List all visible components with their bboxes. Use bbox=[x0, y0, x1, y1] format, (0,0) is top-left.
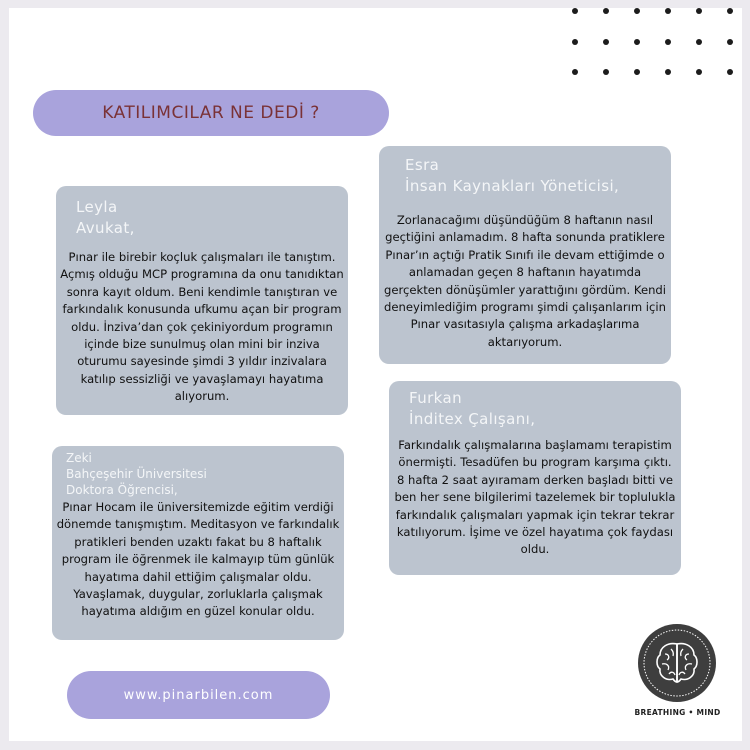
testimonial-role: İnditex Çalışanı, bbox=[409, 410, 536, 428]
testimonial-role-line-2: Doktora Öğrencisi, bbox=[66, 483, 178, 497]
testimonial-name: Leyla bbox=[76, 198, 118, 216]
section-title: KATILIMCILAR NE DEDİ ? bbox=[102, 103, 320, 123]
website-link[interactable]: www.pinarbilen.com bbox=[123, 687, 274, 703]
testimonial-text: Pınar Hocam ile üniversitemizde eğitim verdiği dönemde tanışmıştım. Meditasyon ve farkındalık pratikleri benden uzaktı fakat bu 8 haftalık program ile öğrenmek ile kalmayıp tüm günlük hayatıma dahil ettiğim çalışmalar oldu. Yavaşlamak, duygular, zorluklarla çalışmak hayatıma aldığım en güzel konular oldu. bbox=[56, 500, 340, 619]
testimonial-role: İnsan Kaynakları Yöneticisi, bbox=[405, 177, 620, 195]
testimonial-role: Bahçeşehir Üniversitesi bbox=[66, 467, 207, 481]
logo-label: BREATHING • MIND bbox=[634, 708, 721, 717]
testimonial-card-esra bbox=[379, 146, 671, 364]
testimonial-text: Farkındalık çalışmalarına başlamamı terapistim önermişti. Tesadüfen bu program karşıma çıktı. 8 hafta 2 saat ayıramam derken başladı bitti ve ben her sene bilgilerimi tazelemek bir toplulukla farkındalık çalışmaları yapmak için tekrar tekrar katılıyorum. İşime ve özel hayatıma çok faydası oldu. bbox=[394, 438, 676, 557]
testimonial-text: Pınar ile birebir koçluk çalışmaları ile tanıştım. Açmış olduğu MCP programına da onu tanıdıktan sonra kayıt oldum. Beni kendimle tanıştıran ve farkındalık konusunda ufkumu açan bir program oldu. İnziva’dan çok çekiniyordum programın içinde bize sunulmuş olan mini bir inziva oturumu sayesinde şimdi 3 yıldır inzivalara katılıp sessizliği ve yavaşlamayı hayatıma alıyorum. bbox=[60, 250, 344, 404]
testimonial-card-zeki bbox=[52, 446, 344, 640]
testimonial-name: Furkan bbox=[409, 389, 463, 407]
testimonial-role: Avukat, bbox=[76, 219, 135, 237]
decorative-dot-grid bbox=[572, 8, 742, 78]
testimonial-name: Zeki bbox=[66, 451, 92, 465]
testimonial-card-furkan bbox=[389, 381, 681, 575]
testimonial-text: Zorlanacağımı düşündüğüm 8 haftanın nasıl geçtiğini anlamadım. 8 hafta sonunda pratiklere Pınar’ın açtığı Pratik Sınıfı ile devam ettiğimde o anlamadan geçen 8 haftanın hayatımda gerçekten dönüşümler yarattığını gördüm. Kendi deneyimlediğim programı şimdi çalışanlarım için Pınar vasıtasıyla çalışma arkadaşlarıma aktarıyorum. bbox=[383, 213, 667, 349]
brain-icon bbox=[638, 624, 716, 702]
website-pill[interactable] bbox=[67, 671, 330, 719]
testimonial-name: Esra bbox=[405, 156, 440, 174]
testimonial-card-leyla bbox=[56, 186, 348, 415]
brand-logo bbox=[638, 624, 716, 702]
section-title-pill bbox=[33, 90, 389, 136]
